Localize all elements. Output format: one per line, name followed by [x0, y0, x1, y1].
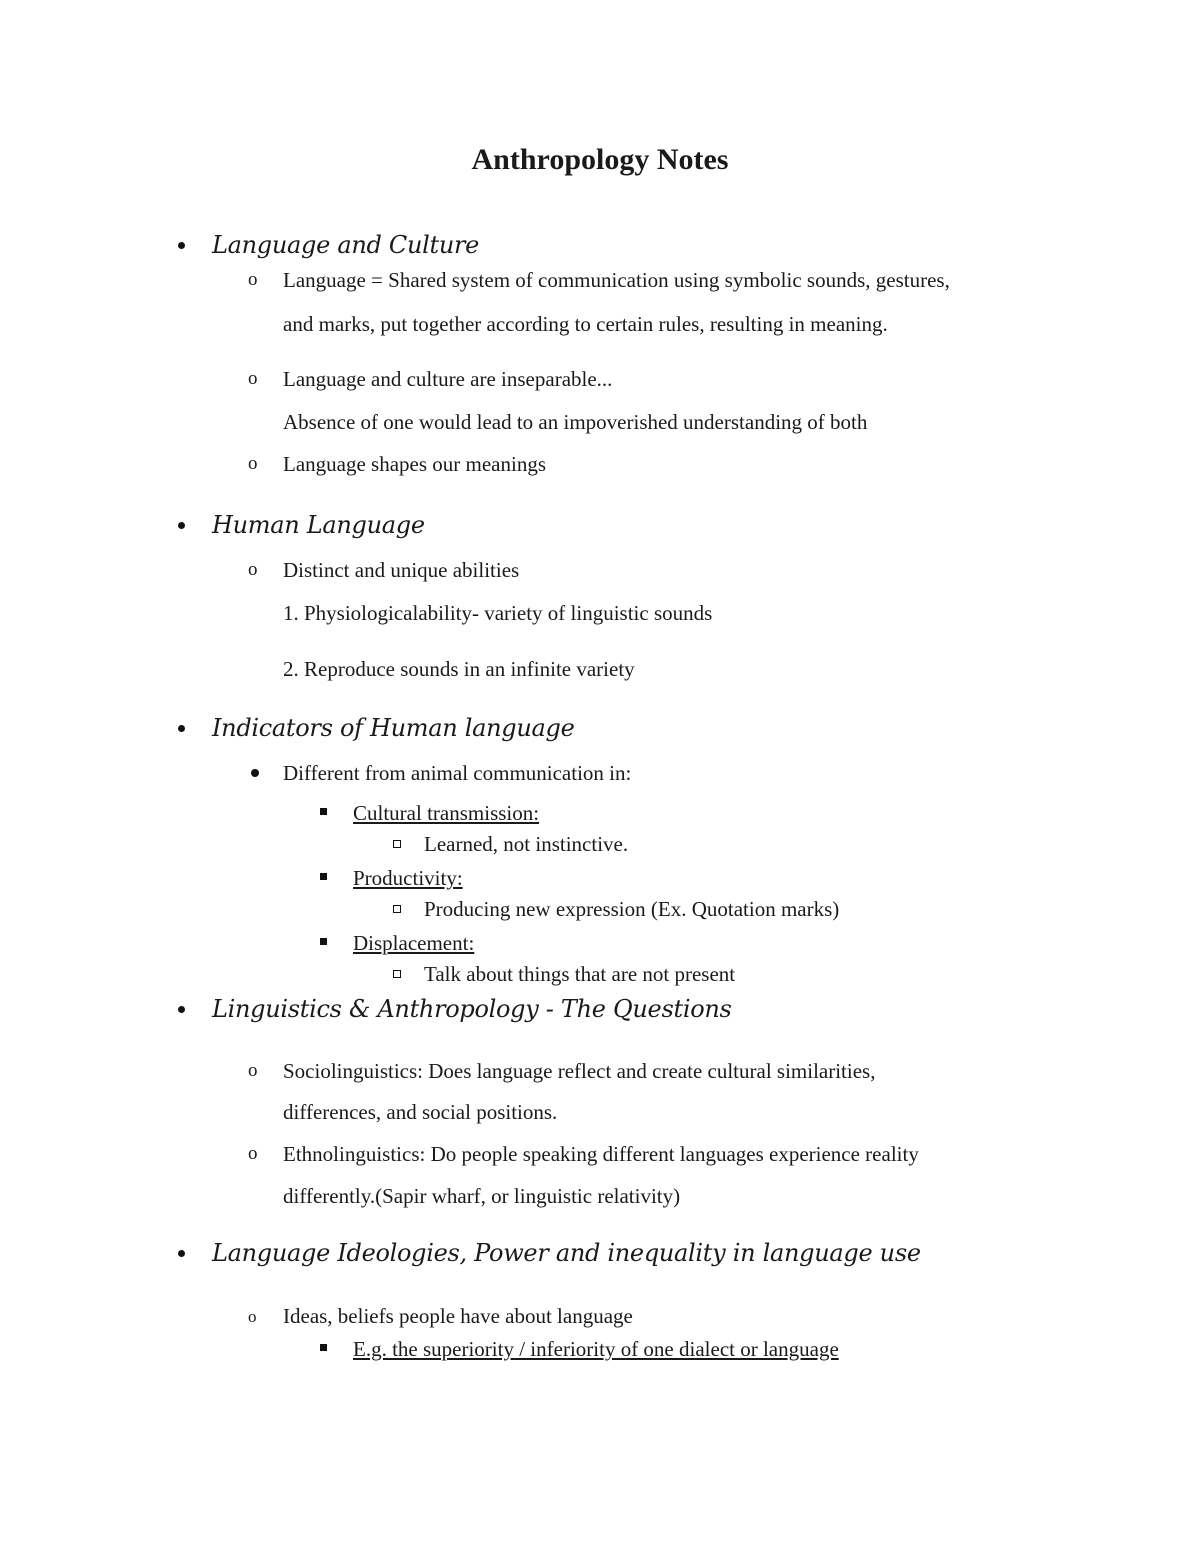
circle-bullet-icon: o	[248, 1307, 257, 1326]
bullet-icon	[178, 1006, 185, 1013]
bullet-icon	[178, 1250, 185, 1257]
list-item: Ideas, beliefs people have about language	[283, 1304, 633, 1328]
list-item-continuation: differently.(Sapir wharf, or linguistic relativity)	[283, 1184, 681, 1208]
list-item-underlined: Displacement:	[353, 931, 475, 955]
list-item-underlined: Productivity:	[353, 866, 463, 890]
circle-bullet-icon: o	[248, 453, 258, 474]
list-item: Learned, not instinctive.	[424, 832, 629, 856]
section-heading: Linguistics & Anthropology - The Questions	[212, 995, 732, 1023]
hollow-square-bullet-icon	[393, 840, 401, 848]
bullet-icon	[178, 522, 185, 529]
list-item: Language and culture are inseparable...	[283, 367, 613, 391]
list-item-continuation: and marks, put together according to certain rules, resulting in meaning.	[283, 312, 888, 336]
list-item: Language shapes our meanings	[283, 452, 547, 476]
bullet-icon	[178, 242, 185, 249]
section-heading: Language and Culture	[212, 231, 480, 259]
section-heading: Language Ideologies, Power and inequality in language use	[212, 1239, 921, 1267]
bullet-icon	[251, 769, 259, 777]
square-bullet-icon	[320, 873, 327, 880]
list-item-continuation: differences, and social positions.	[283, 1100, 558, 1124]
hollow-square-bullet-icon	[393, 905, 401, 913]
square-bullet-icon	[320, 1344, 327, 1351]
bullet-icon	[178, 725, 185, 732]
hollow-square-bullet-icon	[393, 970, 401, 978]
list-item: Producing new expression (Ex. Quotation marks)	[424, 897, 840, 921]
list-item-underlined: Cultural transmission:	[353, 801, 540, 825]
page-title: Anthropology Notes	[471, 143, 729, 176]
circle-bullet-icon: o	[248, 269, 258, 290]
list-item: Distinct and unique abilities	[283, 558, 520, 582]
square-bullet-icon	[320, 808, 327, 815]
circle-bullet-icon: o	[248, 368, 258, 389]
numbered-item: 1. Physiologicalability- variety of linguistic sounds	[283, 601, 713, 625]
list-item: Sociolinguistics: Does language reflect and create cultural similarities,	[283, 1059, 876, 1083]
list-item-underlined: E.g. the superiority / inferiority of one dialect or language	[353, 1337, 839, 1361]
list-item-continuation: Absence of one would lead to an impoverished understanding of both	[283, 410, 868, 434]
list-item: Language = Shared system of communication using symbolic sounds, gestures,	[283, 268, 950, 292]
list-item: Talk about things that are not present	[424, 962, 736, 986]
numbered-item: 2. Reproduce sounds in an infinite variety	[283, 657, 635, 681]
section-heading: Human Language	[212, 511, 425, 539]
square-bullet-icon	[320, 938, 327, 945]
list-item: Ethnolinguistics: Do people speaking different languages experience reality	[283, 1142, 919, 1166]
circle-bullet-icon: o	[248, 1060, 258, 1081]
section-heading: Indicators of Human language	[212, 714, 575, 742]
circle-bullet-icon: o	[248, 1143, 258, 1164]
circle-bullet-icon: o	[248, 559, 258, 580]
list-item: Different from animal communication in:	[283, 761, 632, 785]
